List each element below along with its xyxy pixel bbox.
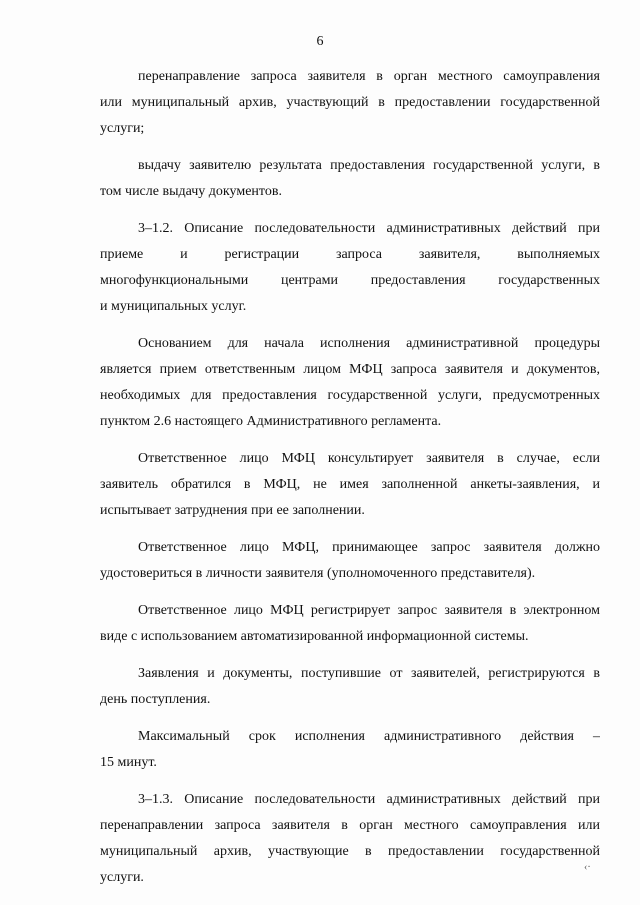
text-line: 3–1.3. Описание последовательности административных действий при — [138, 792, 600, 807]
text-line: услуги. — [100, 870, 144, 885]
text-line: или муниципальный архив, участвующий в предоставлении государственной — [100, 95, 600, 110]
text-line: Максимальный срок исполнения административного действия – — [138, 729, 600, 744]
text-line: перенаправлении запроса заявителя в орган местного самоуправления или — [100, 818, 600, 833]
text-line: виде с использованием автоматизированной информационной системы. — [100, 629, 529, 644]
text-line: многофункциональными центрами предоставления государственных — [100, 273, 600, 288]
text-line: 3–1.2. Описание последовательности административных действий при — [138, 221, 600, 236]
paragraph-registration-day — [100, 661, 600, 713]
document-body — [100, 64, 600, 902]
text-line: испытывает затруднения при ее заполнении. — [100, 503, 365, 518]
text-line: том числе выдачу документов. — [100, 184, 282, 199]
text-line: пунктом 2.6 настоящего Административного регламента. — [100, 414, 442, 429]
paragraph-max-time — [100, 724, 600, 776]
text-line: услуги; — [100, 121, 145, 136]
paragraph-section-3-1-2 — [100, 216, 600, 320]
paragraph-issue-result — [100, 153, 600, 205]
text-line: заявитель обратился в МФЦ, не имея заполненной анкеты-заявления, и — [100, 477, 600, 492]
text-line: Заявления и документы, поступившие от заявителей, регистрируются в — [138, 666, 600, 681]
page-number: 6 — [316, 34, 324, 49]
text-line: приеме и регистрации запроса заявителя, выполняемых — [100, 247, 600, 262]
paragraph-redirect-request — [100, 64, 600, 142]
text-line: Ответственное лицо МФЦ, принимающее запрос заявителя должно — [138, 540, 600, 555]
paragraph-registration — [100, 598, 600, 650]
text-line: муниципальный архив, участвующие в предоставлении государственной — [100, 844, 600, 859]
text-line: Основанием для начала исполнения административной процедуры — [138, 336, 600, 351]
text-line: удостовериться в личности заявителя (уполномоченного представителя). — [100, 566, 536, 581]
text-line: день поступления. — [100, 692, 211, 707]
text-line: является прием ответственным лицом МФЦ запроса заявителя и документов, — [100, 362, 600, 377]
paragraph-consultation — [100, 446, 600, 524]
text-line: необходимых для предоставления государственной услуги, предусмотренных — [100, 388, 600, 403]
paragraph-identity-check — [100, 535, 600, 587]
paragraph-section-3-1-3 — [100, 787, 600, 891]
text-line: Ответственное лицо МФЦ консультирует заявителя в случае, если — [138, 451, 600, 466]
text-line: и муниципальных услуг. — [100, 299, 247, 314]
paragraph-procedure-basis — [100, 331, 600, 435]
text-line: Ответственное лицо МФЦ регистрирует запрос заявителя в электронном — [138, 603, 600, 618]
text-line: 15 минут. — [100, 755, 157, 770]
text-line: выдачу заявителю результата предоставления государственной услуги, в — [138, 158, 600, 173]
scan-mark: ‹· — [584, 862, 591, 873]
text-line: перенаправление запроса заявителя в орган местного самоуправления — [138, 69, 600, 84]
